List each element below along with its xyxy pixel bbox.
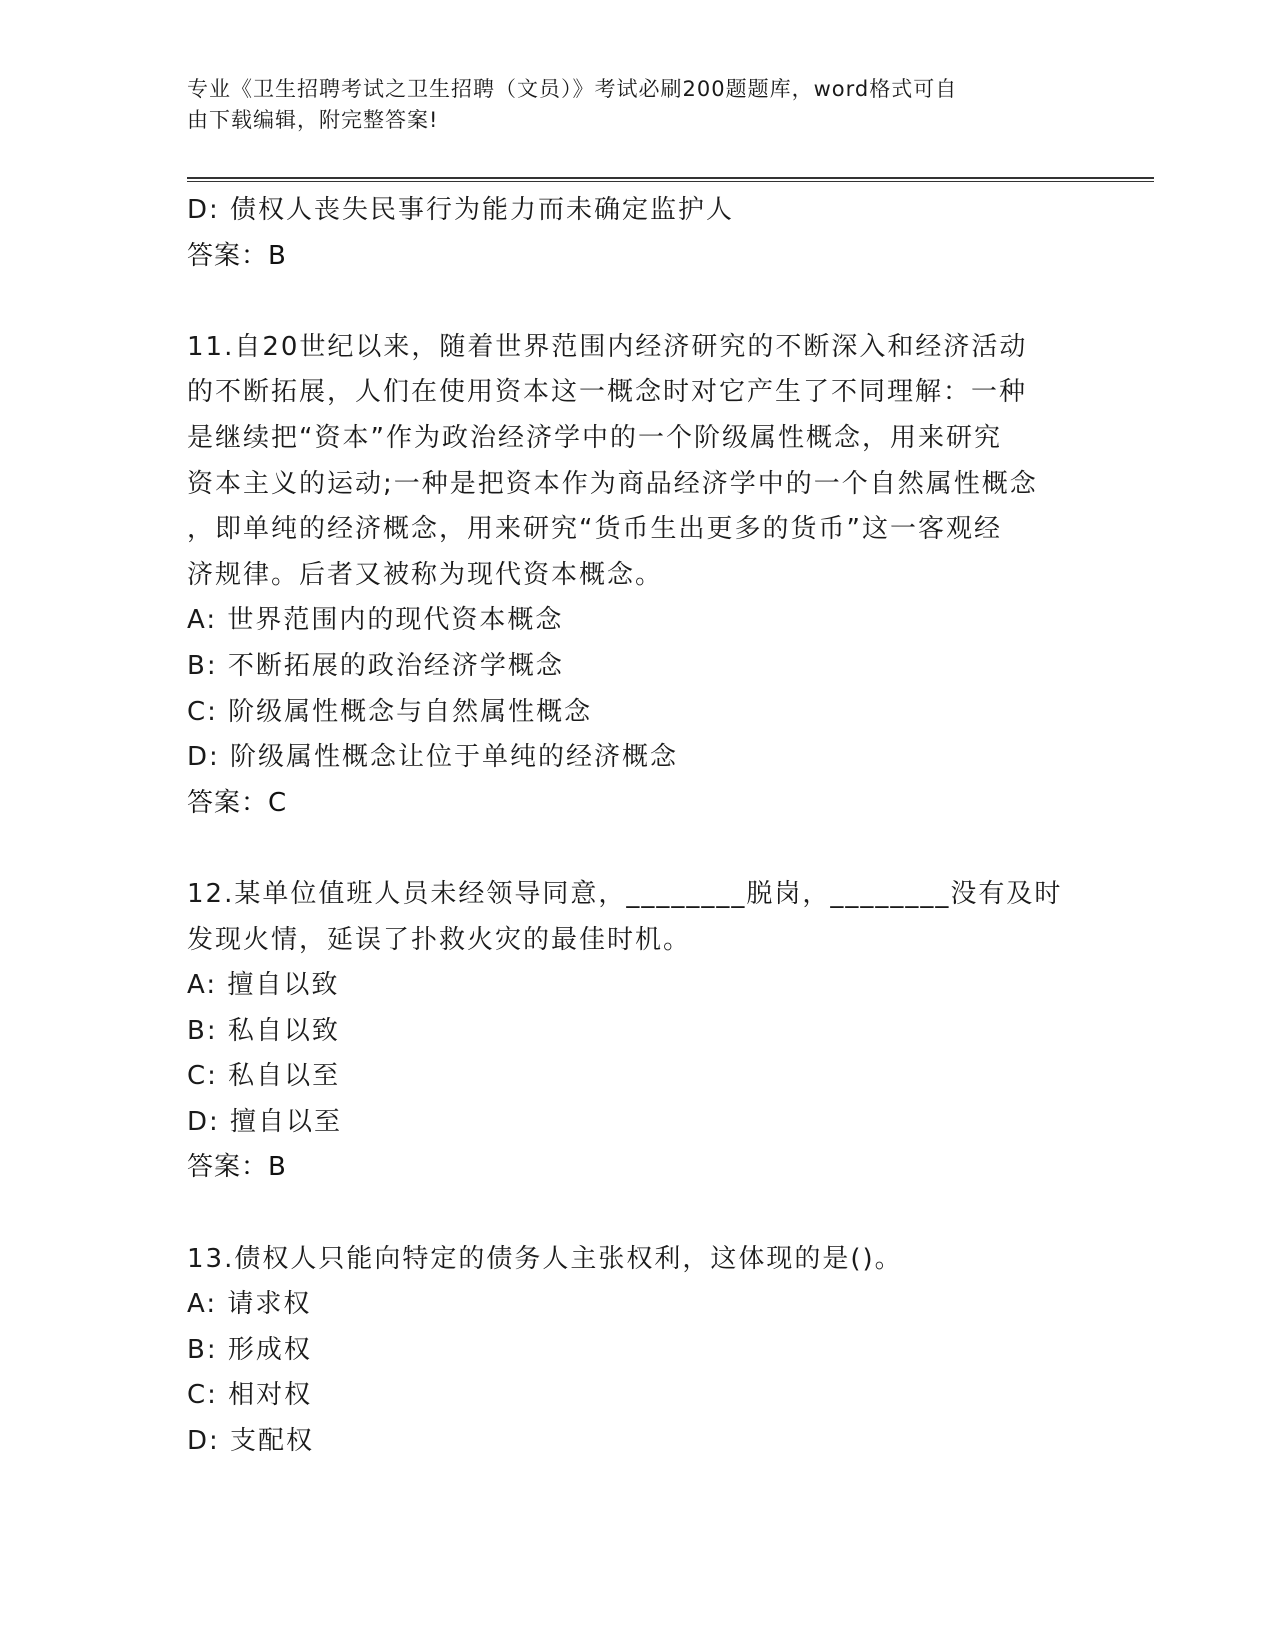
question-stem-line: 发现火情，延误了扑救火灾的最佳时机。 [187,924,692,955]
option-c: C: 私自以至 [187,1061,341,1092]
option-c: C: 相对权 [187,1380,313,1411]
option-a: A: 请求权 [187,1289,312,1320]
question-stem-line: 的不断拓展，人们在使用资本这一概念时对它产生了不同理解：一种 [187,377,1028,408]
document-header [187,74,1067,136]
option-b: B: 形成权 [187,1334,312,1365]
spacer [187,1191,1067,1237]
question-12 [187,872,1067,1191]
question-13 [187,1237,1067,1465]
header-line-2: 由下载编辑，附完整答案! [187,108,439,132]
question-stem-line: 13.债权人只能向特定的债务人主张权利，这体现的是()。 [187,1243,903,1274]
option-d: D: 阶级属性概念让位于单纯的经济概念 [187,742,679,773]
question-stem-line: ，即单纯的经济概念，用来研究“货币生出更多的货币”这一客观经 [187,514,1002,545]
spacer [187,279,1067,325]
option-d: D: 债权人丧失民事行为能力而未确定监护人 [187,195,735,225]
question-stem-line: 11.自20世纪以来，随着世界范围内经济研究的不断深入和经济活动 [187,331,1028,362]
header-line-1: 专业《卫生招聘考试之卫生招聘（文员）》考试必刷200题题库，word格式可自 [187,77,958,101]
header-divider [187,177,1154,182]
option-c: C: 阶级属性概念与自然属性概念 [187,696,593,727]
answer-line: 答案：B [187,240,287,271]
question-stem-line: 是继续把“资本”作为政治经济学中的一个阶级属性概念，用来研究 [187,422,1002,453]
option-a: A: 擅自以致 [187,970,340,1001]
answer-line: 答案：B [187,1152,287,1183]
question-11 [187,325,1067,827]
question-stem-line: 济规律。后者又被称为现代资本概念。 [187,559,664,590]
question-stem-line: 资本主义的运动;一种是把资本作为商品经济学中的一个自然属性概念 [187,468,1038,499]
option-b: B: 不断拓展的政治经济学概念 [187,650,564,681]
spacer [187,826,1067,872]
answer-line: 答案：C [187,787,288,818]
option-d: D: 支配权 [187,1426,315,1457]
option-b: B: 私自以致 [187,1015,340,1046]
option-a: A: 世界范围内的现代资本概念 [187,605,564,636]
option-d: D: 擅自以至 [187,1106,343,1137]
document-body [187,188,1067,1465]
question-stem-line: 12.某单位值班人员未经领导同意，________脱岗，________没有及时 [187,878,1063,909]
